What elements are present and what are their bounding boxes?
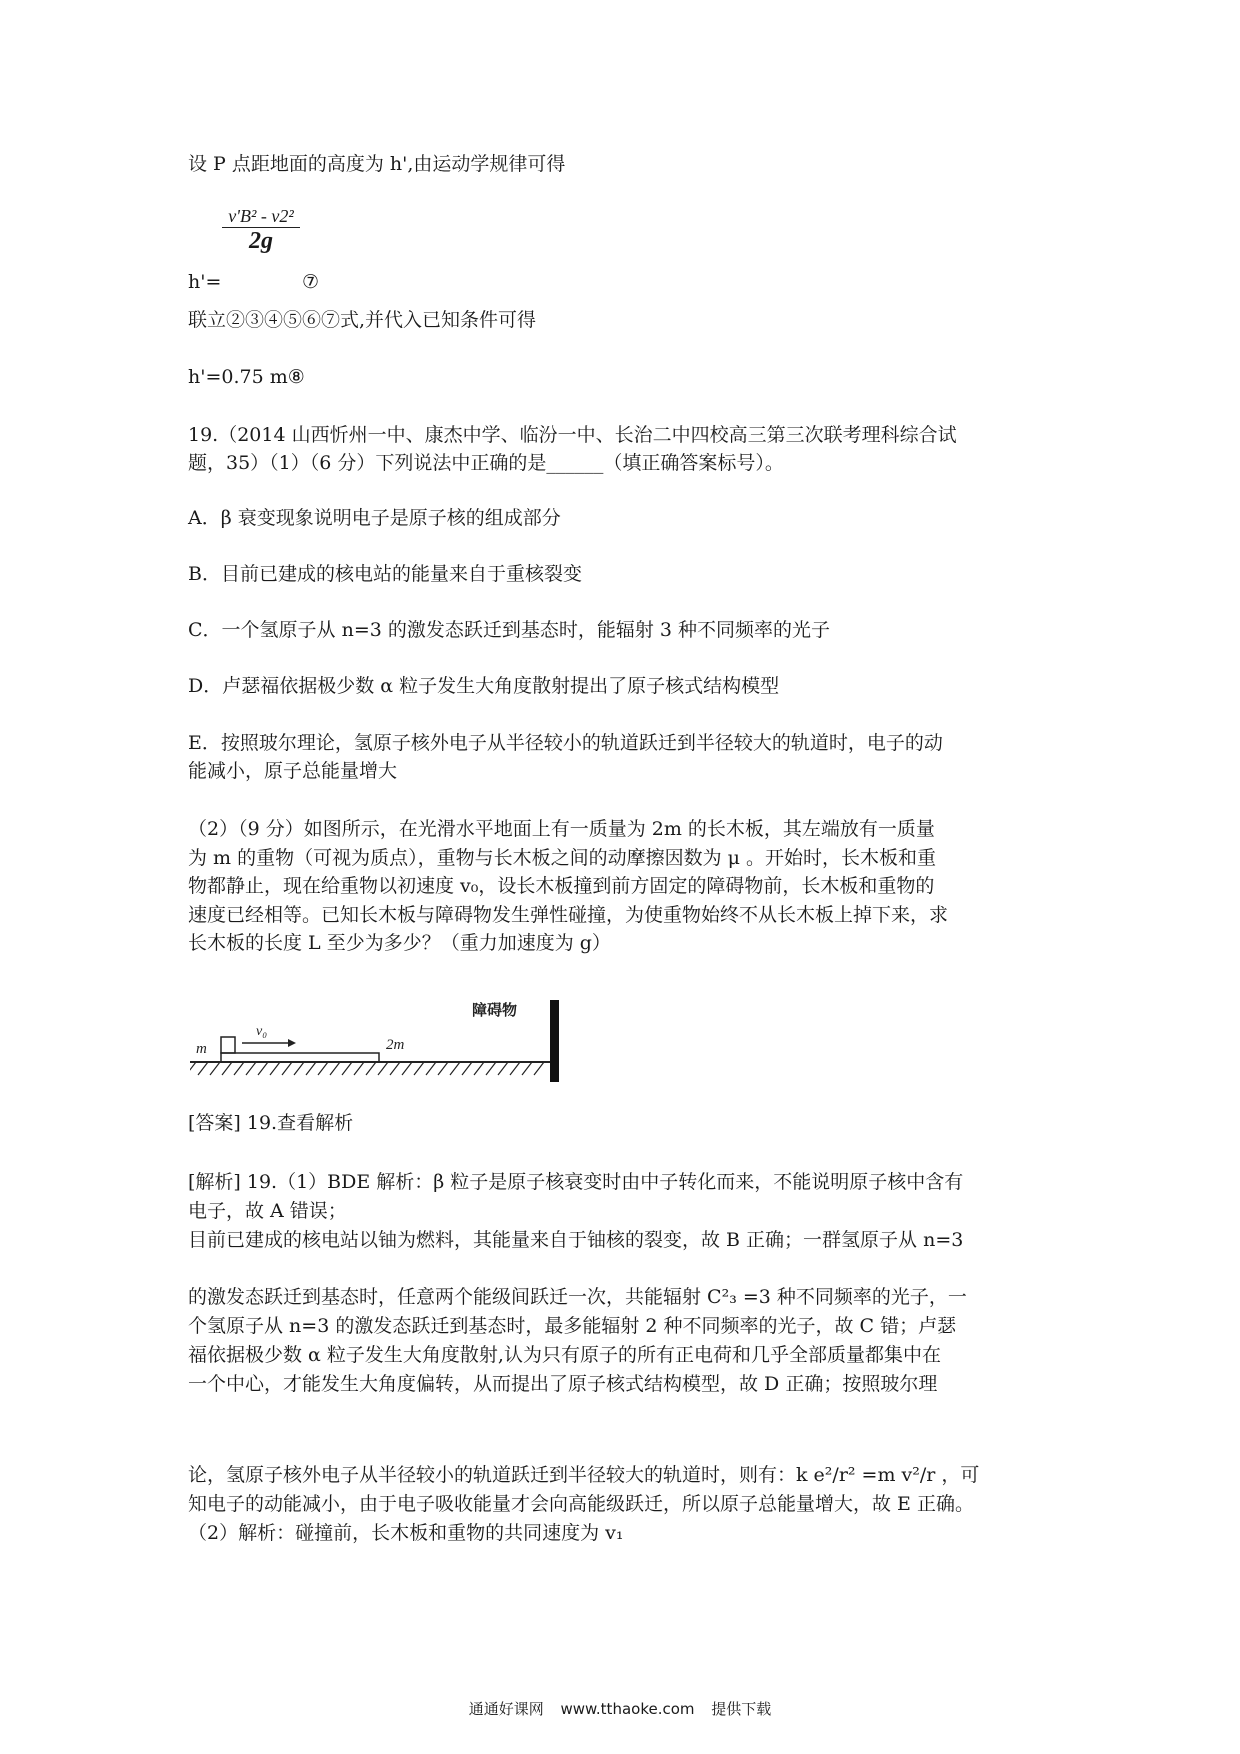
- answer-line: [答案] 19.查看解析: [188, 1112, 354, 1134]
- option-c: C．一个氢原子从 n=3 的激发态跃迁到基态时，能辐射 3 种不同频率的光子: [188, 619, 831, 641]
- footer-suffix: 提供下载: [711, 1700, 772, 1718]
- option-e-cont: 能减小，原子总能量增大: [188, 760, 398, 782]
- option-d: D．卢瑟福依据极少数 α 粒子发生大角度散射提出了原子核式结构模型: [188, 675, 780, 697]
- ground-hatching: [190, 1062, 544, 1075]
- equation-number: ⑦: [302, 271, 320, 293]
- analysis-line: [解析] 19.（1）BDE 解析：β 粒子是原子核衰变时由中子转化而来，不能说明原子核中含有: [188, 1171, 964, 1193]
- obstacle-wall: [550, 1000, 559, 1082]
- text-line: 设 P 点距地面的高度为 h',由运动学规律可得: [188, 153, 566, 175]
- part2-line: 速度已经相等。已知长木板与障碍物发生弹性碰撞，为使重物始终不从长木板上掉下来，求: [188, 904, 949, 926]
- option-a: A．β 衰变现象说明电子是原子核的组成部分: [188, 507, 561, 529]
- analysis-line: （2）解析：碰撞前，长木板和重物的共同速度为 v₁: [188, 1522, 624, 1544]
- question-header: 题，35）（1）（6 分）下列说法中正确的是______（填正确答案标号）。: [188, 452, 784, 474]
- analysis-line: 的激发态跃迁到基态时，任意两个能级间跃迁一次，共能辐射 C²₃ =3 种不同频率的光子，一: [188, 1286, 967, 1308]
- formula-denominator: 2g: [249, 228, 273, 254]
- analysis-line: 电子，故 A 错误；: [188, 1200, 347, 1222]
- mass-2m-label: 2m: [386, 1037, 405, 1053]
- footer-site-name: 通通好课网: [468, 1700, 544, 1718]
- part2-line: 物都静止，现在给重物以初速度 v₀，设长木板撞到前方固定的障碍物前，长木板和重物的: [188, 875, 935, 897]
- block: [221, 1037, 235, 1053]
- analysis-line: 论，氢原子核外电子从半径较小的轨道跃迁到半径较大的轨道时，则有：k e²/r² =m v²/r ，可: [188, 1464, 980, 1486]
- part2-line: 为 m 的重物（可视为质点），重物与长木板之间的动摩擦因数为 μ 。开始时，长木板和重: [188, 847, 937, 869]
- footer-url[interactable]: www.tthaoke.com: [560, 1700, 695, 1718]
- formula-numerator: v'B² - v2²: [228, 206, 294, 226]
- option-b: B．目前已建成的核电站的能量来自于重核裂变: [188, 563, 582, 585]
- analysis-line: 个氢原子从 n=3 的激发态跃迁到基态时，最多能辐射 2 种不同频率的光子，故 C 错；卢瑟: [188, 1315, 957, 1337]
- text-line: 联立②③④⑤⑥⑦式,并代入已知条件可得: [188, 309, 537, 331]
- obstacle-label: 障碍物: [472, 1001, 518, 1019]
- analysis-line: 一个中心，才能发生大角度偏转，从而提出了原子核式结构模型，故 D 正确；按照玻尔理: [188, 1373, 938, 1395]
- page-footer: [0, 1698, 1240, 1719]
- analysis-line: 目前已建成的核电站以铀为燃料，其能量来自于铀核的裂变，故 B 正确；一群氢原子从 n=3: [188, 1229, 964, 1251]
- analysis-line: 福依据极少数 α 粒子发生大角度散射,认为只有原子的所有正电荷和几乎全部质量都集中在: [188, 1344, 941, 1366]
- part2-line: （2）（9 分）如图所示，在光滑水平地面上有一质量为 2m 的长木板，其左端放有一质量: [188, 818, 935, 840]
- h-label: h'=: [188, 271, 222, 293]
- question-header: 19.（2014 山西忻州一中、康杰中学、临汾一中、长治二中四校高三第三次联考理科综合试: [188, 424, 957, 446]
- option-e: E．按照玻尔理论，氢原子核外电子从半径较小的轨道跃迁到半径较大的轨道时，电子的动: [188, 732, 943, 754]
- long-board: [221, 1053, 379, 1062]
- mass-m-label: m: [196, 1041, 207, 1057]
- part2-line: 长木板的长度 L 至少为多少？（重力加速度为 g）: [188, 932, 611, 954]
- result-line: h'=0.75 m⑧: [188, 366, 305, 388]
- analysis-line: 知电子的动能减小，由于电子吸收能量才会向高能级跃迁，所以原子总能量增大，故 E 正确。: [188, 1493, 974, 1515]
- height-formula: [222, 206, 300, 255]
- block-on-board-figure: [190, 995, 570, 1090]
- velocity-label: v₀: [256, 1024, 268, 1039]
